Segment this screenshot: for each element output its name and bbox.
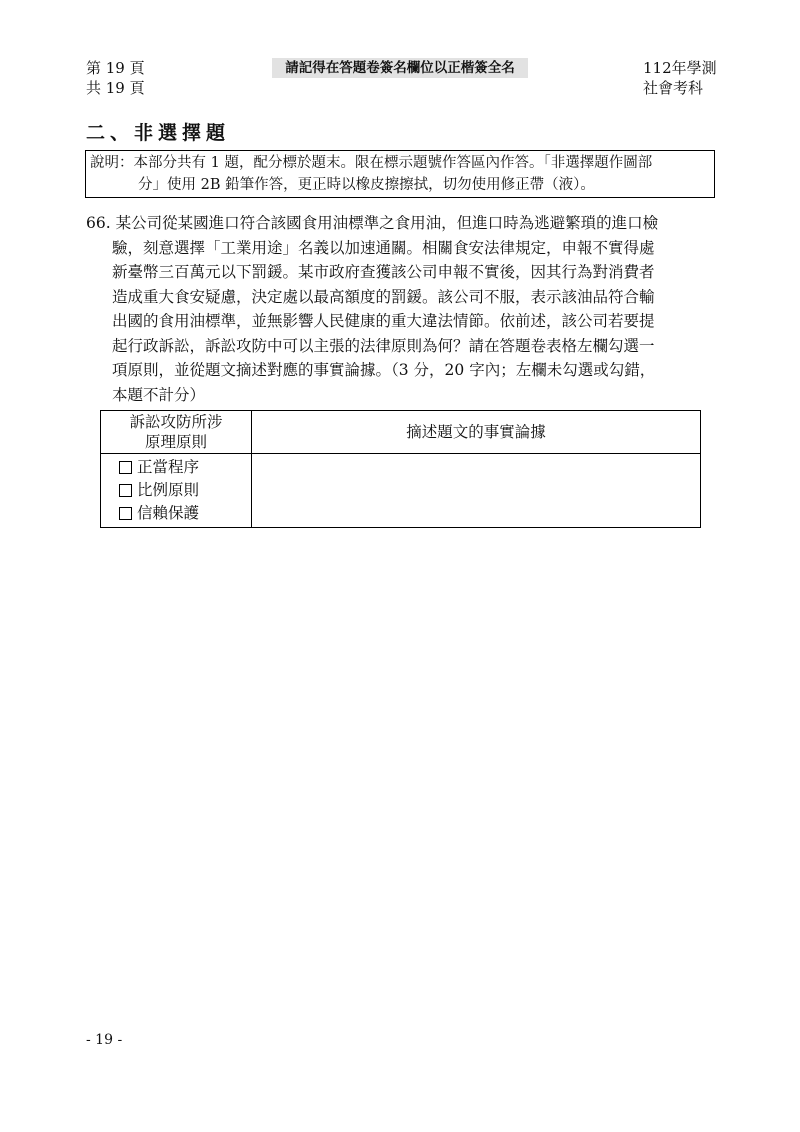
checkbox-icon[interactable] (119, 507, 132, 520)
option-label: 正當程序 (137, 458, 200, 476)
total-pages-line: 共 19 頁 (86, 79, 145, 97)
subject-name: 社會考科 (643, 79, 704, 97)
principle-header-line-2: 原理原則 (144, 433, 207, 451)
question-66 (86, 211, 716, 407)
answer-table (100, 410, 701, 528)
question-line: 項原則，並從題文摘述對應的事實論據。（3 分，20 字內；左欄未勾選或勾錯， (112, 361, 656, 379)
option-due-process[interactable] (119, 456, 251, 479)
option-proportionality[interactable] (119, 479, 251, 502)
question-line: 起行政訴訟，訴訟攻防中可以主張的法律原則為何？請在答題卷表格左欄勾選一 (112, 336, 655, 355)
section-title: 二、非選擇題 (86, 122, 231, 144)
principle-header-line-1: 訴訟攻防所涉 (129, 413, 223, 431)
instructions-box (85, 150, 715, 198)
option-label: 信賴保護 (137, 504, 200, 522)
checkbox-icon[interactable] (119, 461, 132, 474)
question-line: 驗，刻意選擇「工業用途」名義以加速通關。相關食安法律規定，申報不實得處 (112, 238, 655, 257)
page-number-line: 第 19 頁 (86, 59, 145, 77)
question-line: 出國的食用油標準，並無影響人民健康的重大違法情節。依前述，該公司若要提 (112, 312, 655, 330)
page-info (86, 58, 145, 98)
page-footer-number: - 19 - (86, 1032, 123, 1048)
facts-answer-cell[interactable] (252, 454, 701, 528)
exam-name: 112年學測 (643, 59, 717, 77)
option-legitimate-expectation[interactable] (119, 502, 251, 525)
question-line: 造成重大食安疑慮，決定處以最高額度的罰鍰。該公司不服，表示該油品符合輸 (112, 287, 655, 306)
exam-info (643, 58, 717, 98)
question-line: 66. 某公司從某國進口符合該國食用油標準之食用油，但進口時為逃避繁瑣的進口檢 (86, 214, 659, 232)
instructions-line-2: 分」使用 2B 鉛筆作答，更正時以橡皮擦擦拭，切勿使用修正帶（液）。 (138, 177, 595, 193)
checkbox-icon[interactable] (119, 484, 132, 497)
option-label: 比例原則 (137, 481, 200, 499)
principle-options-cell (101, 454, 252, 528)
facts-header-cell: 摘述題文的事實論據 (252, 411, 701, 454)
principle-header-cell (101, 411, 252, 454)
table-header-row (101, 411, 701, 454)
question-line: 本題不計分） (112, 385, 206, 404)
table-answer-row (101, 454, 701, 528)
instructions-line-1: 說明：本部分共有 1 題，配分標於題末。限在標示題號作答區內作答。「非選擇題作圖部 (90, 155, 653, 171)
question-line: 新臺幣三百萬元以下罰鍰。某市政府查獲該公司申報不實後，因其行為對消費者 (112, 263, 655, 281)
signature-notice: 請記得在答題卷簽名欄位以正楷簽全名 (272, 58, 528, 78)
